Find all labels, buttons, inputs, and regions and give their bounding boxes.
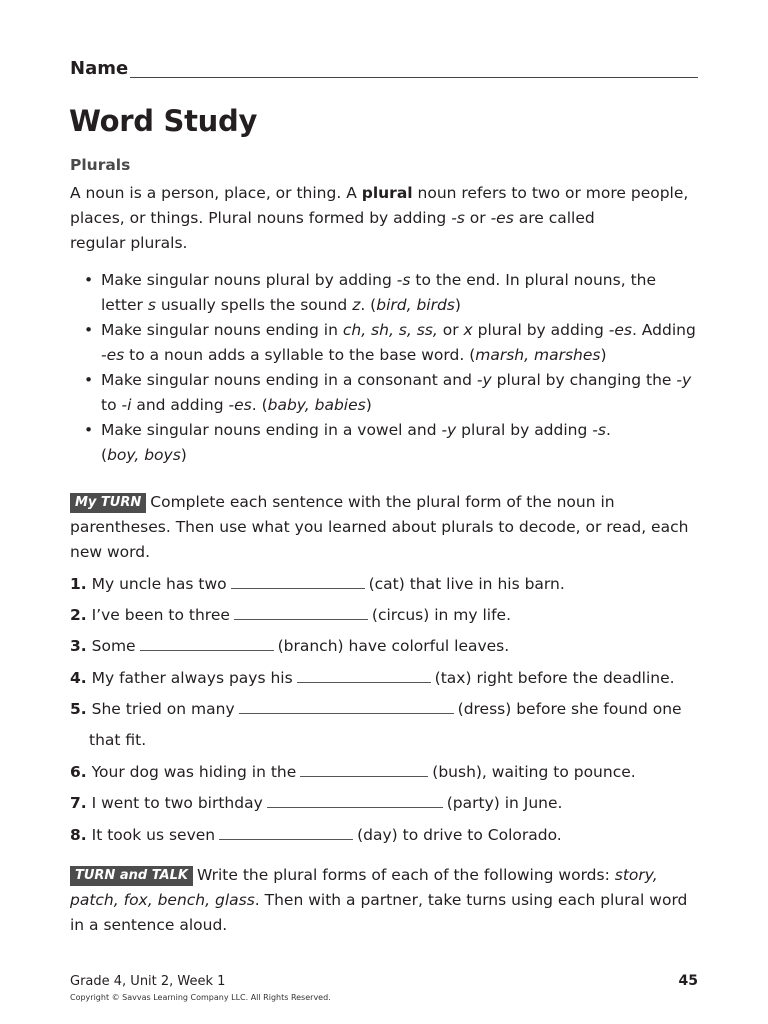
turn-and-talk-instructions: TURN and TALK Write the plural forms of each of the following words: story, patch, fox, bench, glass. Then with a partner, take turns using each plural word in a sentence aloud. — [70, 866, 688, 934]
my-turn-badge: My TURN — [70, 493, 146, 513]
answer-blank[interactable] — [300, 760, 428, 777]
bullet-icon: • — [84, 321, 94, 339]
name-row — [70, 56, 698, 80]
page-title: Word Study — [69, 104, 258, 138]
answer-blank[interactable] — [140, 634, 274, 651]
rule-item: • Make singular nouns ending in a vowel and -y plural by adding -s. (boy, boys) — [84, 418, 704, 468]
rule-item: • Make singular nouns ending in a consonant and -y plural by changing the -y to -i and adding -es. (baby, babies) — [84, 368, 704, 418]
question-2: 2. I’ve been to three (circus) in my life. — [70, 603, 511, 626]
section-subhead: Plurals — [70, 156, 131, 174]
answer-blank[interactable] — [219, 823, 353, 840]
answer-blank[interactable] — [239, 697, 454, 714]
question-8: 8. It took us seven (day) to drive to Colorado. — [70, 823, 562, 846]
rule-item: • Make singular nouns ending in ch, sh, s, ss, or x plural by adding -es. Adding -es to a noun adds a syllable to the base word. (marsh, marshes) — [84, 318, 704, 368]
turn-and-talk-badge: TURN and TALK — [70, 866, 193, 886]
question-5: 5. She tried on many (dress) before she found one — [70, 697, 682, 720]
copyright-notice: Copyright © Savvas Learning Company LLC. All Rights Reserved. — [70, 993, 331, 1002]
answer-blank[interactable] — [231, 572, 365, 589]
name-write-line[interactable] — [130, 77, 698, 78]
question-1: 1. My uncle has two (cat) that live in his barn. — [70, 572, 565, 595]
bullet-icon: • — [84, 421, 94, 439]
my-turn-instructions: My TURN Complete each sentence with the plural form of the noun in parentheses. Then use what you learned about plurals to decode, or read, each new word. — [70, 493, 689, 561]
question-7: 7. I went to two birthday (party) in June. — [70, 791, 562, 814]
answer-blank[interactable] — [234, 603, 368, 620]
intro-paragraph: A noun is a person, place, or thing. A plural noun refers to two or more people, places, or things. Plural nouns formed by adding -s or -es are called regular plurals. — [70, 184, 689, 252]
answer-blank[interactable] — [297, 666, 431, 683]
page-number: 45 — [678, 973, 698, 989]
question-3: 3. Some (branch) have colorful leaves. — [70, 634, 509, 657]
bullet-icon: • — [84, 371, 94, 389]
question-4: 4. My father always pays his (tax) right before the deadline. — [70, 666, 675, 689]
name-label: Name — [70, 58, 129, 79]
rule-item: • Make singular nouns plural by adding -s to the end. In plural nouns, the letter s usually spells the sound z. (bird, birds) — [84, 268, 704, 318]
bullet-icon: • — [84, 271, 94, 289]
question-5-continued: that fit. — [89, 731, 147, 749]
question-6: 6. Your dog was hiding in the (bush), waiting to pounce. — [70, 760, 636, 783]
rules-list — [84, 268, 704, 468]
answer-blank[interactable] — [267, 791, 443, 808]
grade-unit-week: Grade 4, Unit 2, Week 1 — [70, 974, 226, 989]
